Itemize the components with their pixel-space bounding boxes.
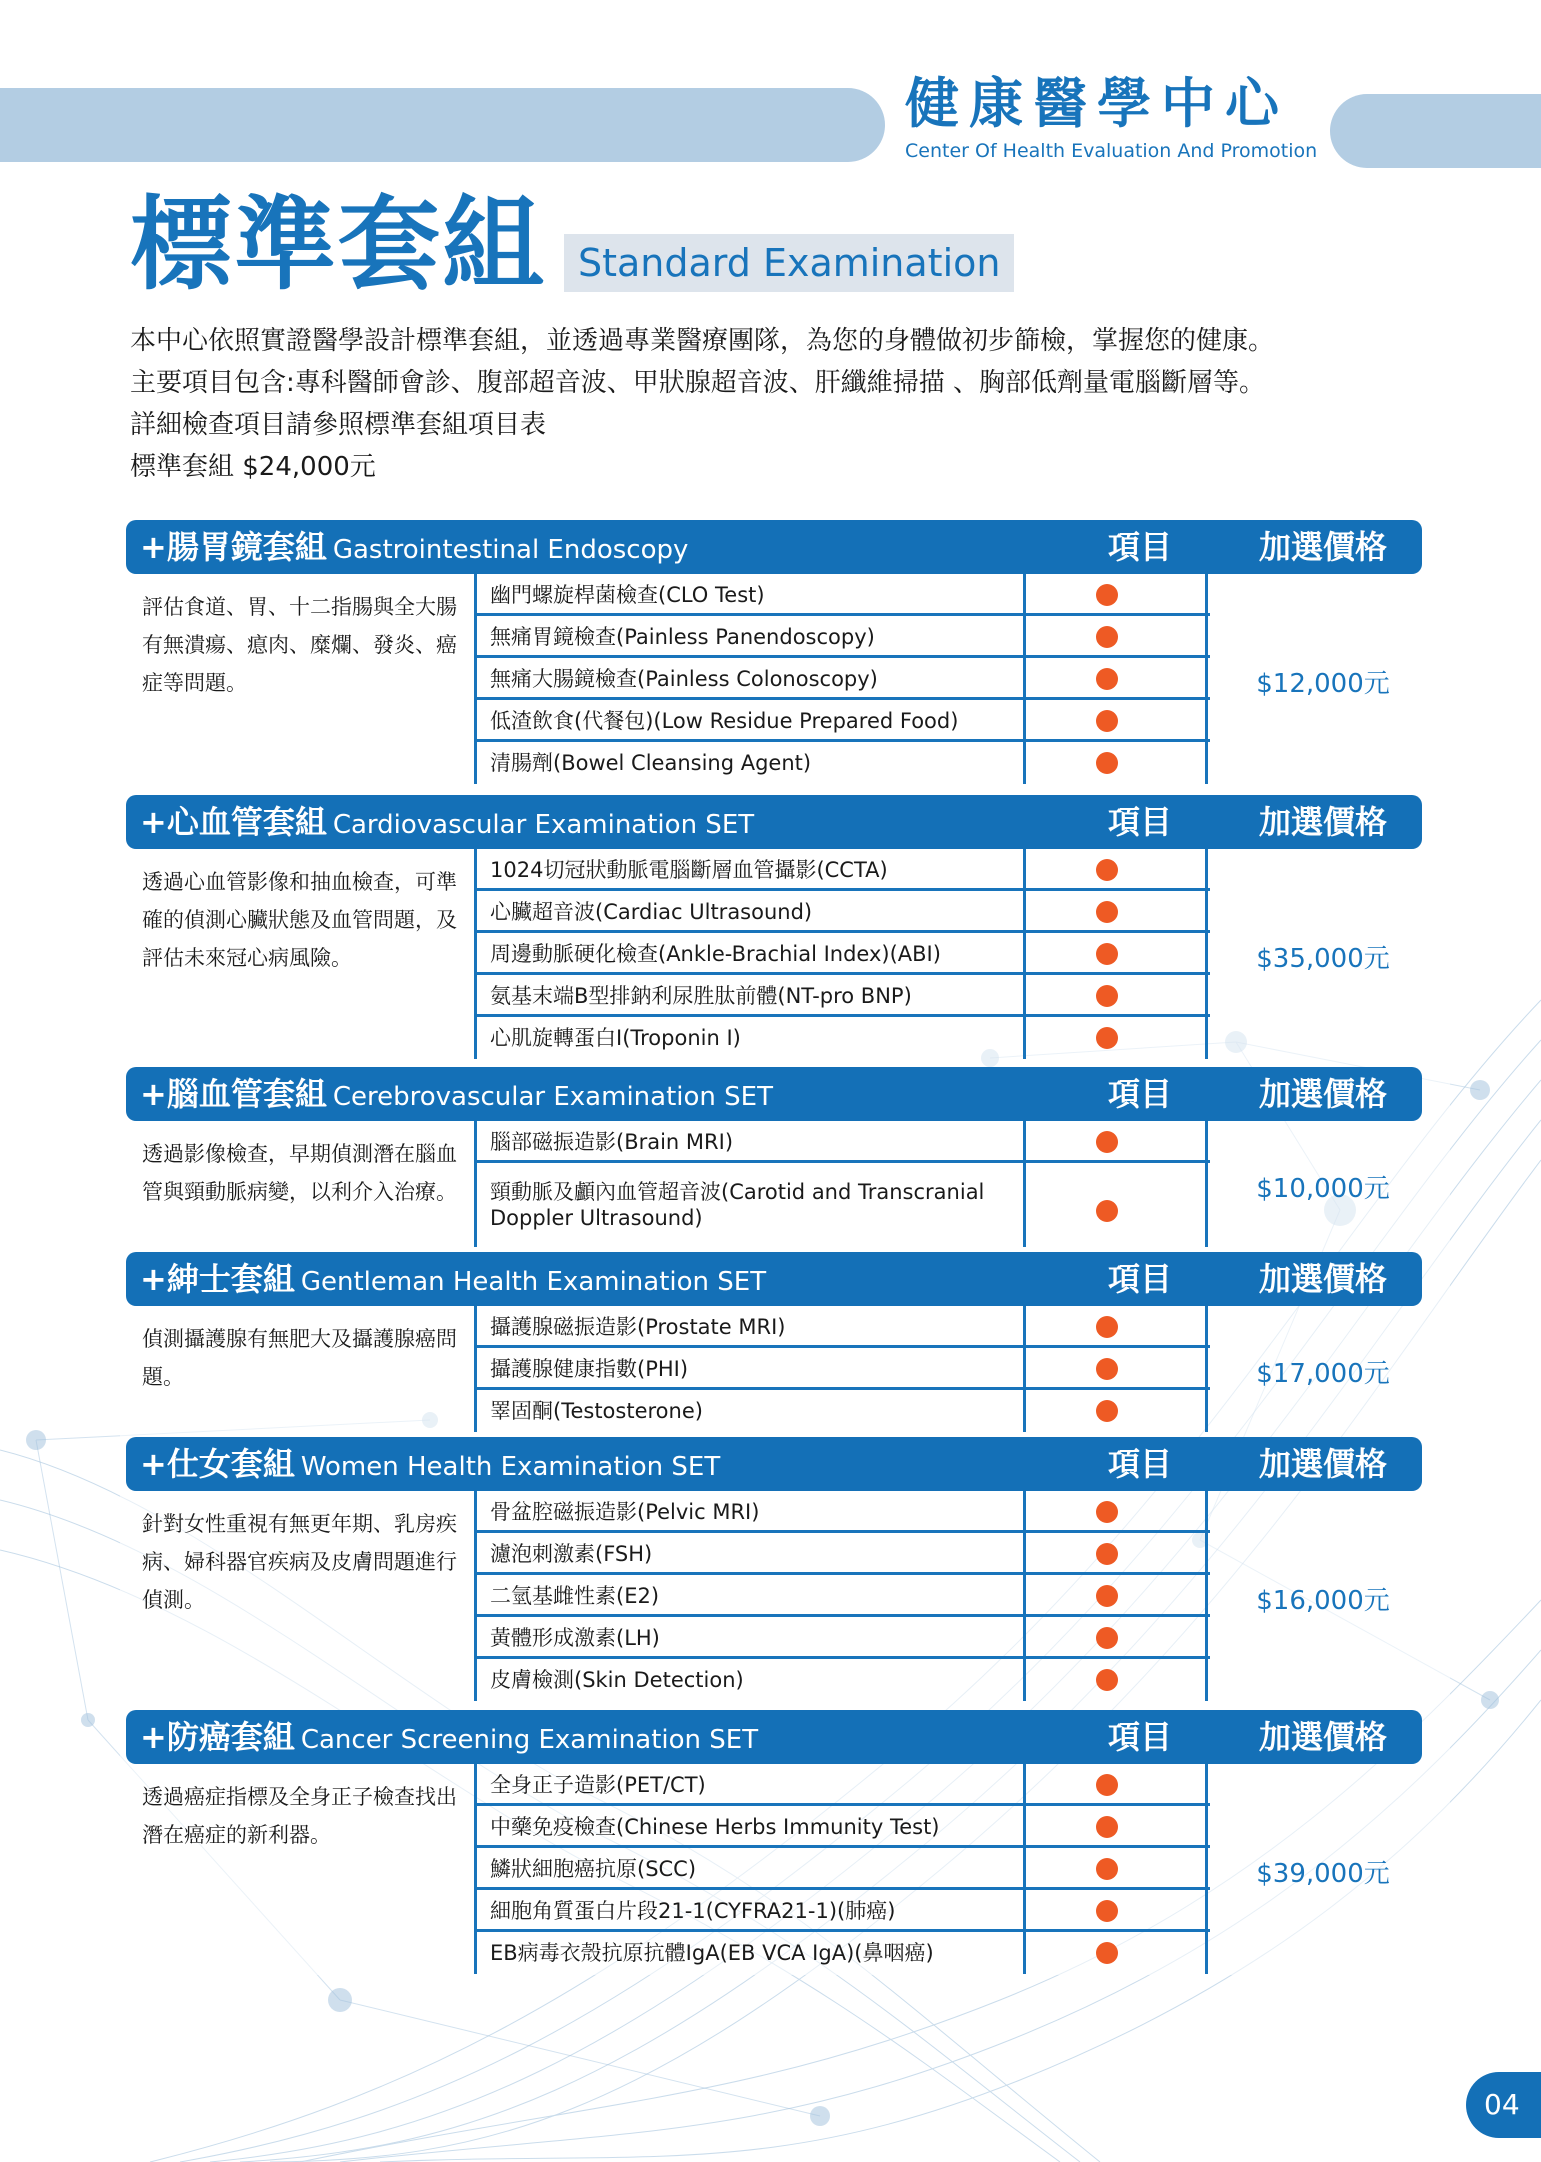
column-header-price: 加選價格 <box>1258 1718 1387 1756</box>
column-divider <box>1205 849 1208 1059</box>
section-title-en: Gastrointestinal Endoscopy <box>332 535 689 565</box>
section-price: $35,000元 <box>1256 944 1390 974</box>
item-row <box>476 1017 1210 1059</box>
included-dot-icon <box>1096 1200 1118 1222</box>
item-label: 低渣飲食(代餐包)(Low Residue Prepared Food) <box>490 709 959 733</box>
item-row <box>476 1121 1210 1163</box>
item-label: 鱗狀細胞癌抗原(SCC) <box>490 1857 697 1881</box>
included-dot-icon <box>1096 1316 1118 1338</box>
item-label: 皮膚檢測(Skin Detection) <box>490 1668 744 1692</box>
item-row <box>476 1575 1210 1617</box>
item-rows <box>476 1306 1210 1432</box>
column-divider <box>1205 1764 1208 1974</box>
section-title <box>140 1710 758 1770</box>
item-row <box>476 1348 1210 1390</box>
item-rows <box>476 1121 1210 1247</box>
column-divider <box>474 1491 477 1701</box>
included-dot-icon <box>1096 1585 1118 1607</box>
section-title <box>140 1252 766 1312</box>
intro-price-line: 標準套組 $24,000元 <box>130 452 376 482</box>
section-title-en: Women Health Examination SET <box>300 1452 721 1482</box>
column-header-item: 項目 <box>1107 1445 1172 1483</box>
column-header-item: 項目 <box>1107 1718 1172 1756</box>
item-label: 心臟超音波(Cardiac Ultrasound) <box>490 900 813 924</box>
included-dot-icon <box>1096 943 1118 965</box>
column-header-price: 加選價格 <box>1258 1445 1387 1483</box>
page-title-zh: 標準套組 <box>130 186 546 305</box>
included-dot-icon <box>1096 1543 1118 1565</box>
column-divider <box>474 1764 477 1974</box>
section-description: 透過癌症指標及全身正子檢查找出潛在癌症的新利器。 <box>142 1785 457 1847</box>
item-label: 氨基末端B型排鈉利尿胜肽前體(NT-pro BNP) <box>490 984 912 1008</box>
intro-line: 詳細檢查項目請參照標準套組項目表 <box>130 410 547 440</box>
header-bar-right <box>1330 94 1541 168</box>
included-dot-icon <box>1096 1816 1118 1838</box>
column-divider <box>1205 1121 1208 1247</box>
item-row <box>476 933 1210 975</box>
item-row <box>476 1932 1210 1974</box>
section-title-zh: +防癌套組 <box>140 1718 295 1756</box>
section-title <box>140 1067 773 1127</box>
column-header-item: 項目 <box>1107 528 1172 566</box>
column-header-item: 項目 <box>1107 803 1172 841</box>
item-label: 周邊動脈硬化檢查(Ankle-Brachial Index)(ABI) <box>490 942 941 966</box>
item-row <box>476 1306 1210 1348</box>
item-rows <box>476 849 1210 1059</box>
included-dot-icon <box>1096 1774 1118 1796</box>
section-title-zh: +心血管套組 <box>140 803 327 841</box>
intro-text <box>130 320 1450 488</box>
item-row <box>476 1659 1210 1701</box>
included-dot-icon <box>1096 859 1118 881</box>
column-header-item: 項目 <box>1107 1075 1172 1113</box>
included-dot-icon <box>1096 710 1118 732</box>
column-header-price: 加選價格 <box>1258 803 1387 841</box>
item-label: 二氫基雌性素(E2) <box>490 1584 660 1608</box>
section-description: 偵測攝護腺有無肥大及攝護腺癌問題。 <box>142 1327 457 1389</box>
section-header <box>126 1067 1422 1121</box>
column-divider <box>1023 574 1026 784</box>
section-price: $17,000元 <box>1256 1359 1390 1389</box>
section-price: $10,000元 <box>1256 1174 1390 1204</box>
brand-name-en: Center Of Health Evaluation And Promotion <box>905 140 1318 162</box>
item-label: 全身正子造影(PET/CT) <box>490 1773 706 1797</box>
section-header <box>126 1710 1422 1764</box>
included-dot-icon <box>1096 626 1118 648</box>
page-number <box>1466 2072 1541 2138</box>
included-dot-icon <box>1096 1858 1118 1880</box>
intro-line: 主要項目包含:專科醫師會診、腹部超音波、甲狀腺超音波、肝纖維掃描 、胸部低劑量電腦斷層等。 <box>130 368 1266 398</box>
item-row <box>476 574 1210 616</box>
section-title <box>140 1437 720 1497</box>
item-row <box>476 1491 1210 1533</box>
item-label: 幽門螺旋桿菌檢查(CLO Test) <box>490 583 765 607</box>
item-row <box>476 658 1210 700</box>
item-label: 頸動脈及顱內血管超音波(Carotid and Transcranial Doppler Ultrasound) <box>490 1180 985 1230</box>
included-dot-icon <box>1096 985 1118 1007</box>
header-bar-left <box>0 88 885 162</box>
item-row <box>476 742 1210 784</box>
column-divider <box>474 1306 477 1432</box>
section-description: 針對女性重視有無更年期、乳房疾病、婦科器官疾病及皮膚問題進行偵測。 <box>142 1512 457 1612</box>
included-dot-icon <box>1096 1627 1118 1649</box>
item-label: 無痛大腸鏡檢查(Painless Colonoscopy) <box>490 667 878 691</box>
brand-name-zh: 健康醫學中心 <box>905 72 1289 135</box>
item-label: 無痛胃鏡檢查(Painless Panendoscopy) <box>490 625 875 649</box>
section-title-zh: +仕女套組 <box>140 1445 295 1483</box>
section-title <box>140 520 688 580</box>
included-dot-icon <box>1096 1942 1118 1964</box>
included-dot-icon <box>1096 1900 1118 1922</box>
section-description: 透過心血管影像和抽血檢查，可準確的偵測心臟狀態及血管問題，及評估未來冠心病風險。 <box>142 870 457 970</box>
intro-line: 本中心依照實證醫學設計標準套組，並透過專業醫療團隊，為您的身體做初步篩檢，掌握您的健康。 <box>130 326 1275 356</box>
item-row <box>476 891 1210 933</box>
section-header <box>126 1252 1422 1306</box>
page-title <box>130 186 1014 305</box>
section-title-en: Cerebrovascular Examination SET <box>332 1082 773 1112</box>
item-row <box>476 849 1210 891</box>
section-description: 評估食道、胃、十二指腸與全大腸有無潰瘍、瘜肉、糜爛、發炎、癌症等問題。 <box>142 595 457 695</box>
column-divider <box>474 849 477 1059</box>
column-divider <box>1023 1306 1026 1432</box>
included-dot-icon <box>1096 1669 1118 1691</box>
section-title-en: Cardiovascular Examination SET <box>332 810 755 840</box>
section-title-zh: +紳士套組 <box>140 1260 295 1298</box>
included-dot-icon <box>1096 668 1118 690</box>
item-label: 攝護腺磁振造影(Prostate MRI) <box>490 1315 786 1339</box>
section-title-en: Gentleman Health Examination SET <box>300 1267 767 1297</box>
page-title-en: Standard Examination <box>564 234 1014 292</box>
section-price: $12,000元 <box>1256 669 1390 699</box>
included-dot-icon <box>1096 901 1118 923</box>
item-rows <box>476 574 1210 784</box>
column-divider <box>1023 1491 1026 1701</box>
section-title-zh: +腦血管套組 <box>140 1075 327 1113</box>
included-dot-icon <box>1096 1358 1118 1380</box>
item-label: 1024切冠狀動脈電腦斷層血管攝影(CCTA) <box>490 858 888 882</box>
item-label: 細胞角質蛋白片段21-1(CYFRA21-1)(肺癌) <box>490 1899 896 1923</box>
item-row <box>476 1390 1210 1432</box>
column-header-item: 項目 <box>1107 1260 1172 1298</box>
column-header-price: 加選價格 <box>1258 528 1387 566</box>
included-dot-icon <box>1096 752 1118 774</box>
column-divider <box>1205 1306 1208 1432</box>
item-row <box>476 700 1210 742</box>
item-label: EB病毒衣殼抗原抗體IgA(EB VCA IgA)(鼻咽癌) <box>490 1941 934 1965</box>
item-label: 攝護腺健康指數(PHI) <box>490 1357 689 1381</box>
included-dot-icon <box>1096 584 1118 606</box>
item-row <box>476 1533 1210 1575</box>
section-header <box>126 1437 1422 1491</box>
item-label: 腦部磁振造影(Brain MRI) <box>490 1130 734 1154</box>
included-dot-icon <box>1096 1027 1118 1049</box>
column-divider <box>1023 1121 1026 1247</box>
section-header <box>126 520 1422 574</box>
included-dot-icon <box>1096 1131 1118 1153</box>
item-row <box>476 975 1210 1017</box>
section-price: $39,000元 <box>1256 1859 1390 1889</box>
item-label: 中藥免疫檢查(Chinese Herbs Immunity Test) <box>490 1815 940 1839</box>
column-header-price: 加選價格 <box>1258 1075 1387 1113</box>
item-row <box>476 1848 1210 1890</box>
included-dot-icon <box>1096 1501 1118 1523</box>
item-row <box>476 1890 1210 1932</box>
page-number-text: 04 <box>1484 2088 1520 2121</box>
section-title-en: Cancer Screening Examination SET <box>300 1725 759 1755</box>
section-price: $16,000元 <box>1256 1586 1390 1616</box>
column-header-price: 加選價格 <box>1258 1260 1387 1298</box>
column-divider <box>1023 849 1026 1059</box>
section-title <box>140 795 754 855</box>
included-dot-icon <box>1096 1400 1118 1422</box>
column-divider <box>1205 574 1208 784</box>
item-label: 黃體形成激素(LH) <box>490 1626 660 1650</box>
section-description: 透過影像檢查，早期偵測潛在腦血管與頸動脈病變，以利介入治療。 <box>142 1142 457 1204</box>
item-row <box>476 1764 1210 1806</box>
item-label: 心肌旋轉蛋白I(Troponin I) <box>490 1026 741 1050</box>
item-row <box>476 616 1210 658</box>
column-divider <box>474 1121 477 1247</box>
column-divider <box>474 574 477 784</box>
item-row <box>476 1617 1210 1659</box>
item-rows <box>476 1491 1210 1701</box>
column-divider <box>1023 1764 1026 1974</box>
item-label: 骨盆腔磁振造影(Pelvic MRI) <box>490 1500 760 1524</box>
item-row <box>476 1806 1210 1848</box>
item-row <box>476 1163 1210 1247</box>
item-label: 濾泡刺激素(FSH) <box>490 1542 653 1566</box>
item-label: 睪固酮(Testosterone) <box>490 1399 703 1423</box>
item-rows <box>476 1764 1210 1974</box>
section-title-zh: +腸胃鏡套組 <box>140 528 327 566</box>
brand-logo <box>905 72 1325 162</box>
item-label: 清腸劑(Bowel Cleansing Agent) <box>490 751 812 775</box>
section-header <box>126 795 1422 849</box>
column-divider <box>1205 1491 1208 1701</box>
